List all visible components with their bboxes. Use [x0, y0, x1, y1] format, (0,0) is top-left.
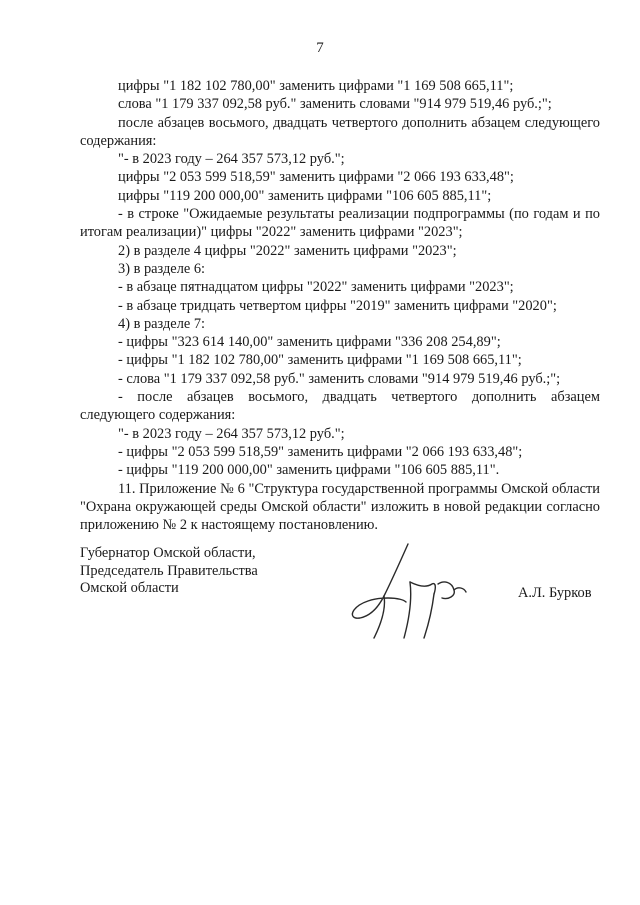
paragraph: - цифры "2 053 599 518,59" заменить цифрами "2 066 193 633,48"; [118, 443, 523, 460]
paragraph: "- в 2023 году – 264 357 573,12 руб."; [118, 151, 345, 168]
paragraph: - в строке "Ожидаемые результаты реализации подпрограммы (по годам и по итогам реализации)" цифры "2022" заменить цифрами "2023"; [80, 206, 600, 241]
paragraph: - в абзаце тридцать четвертом цифры "2019" заменить цифрами "2020"; [118, 297, 557, 314]
signatory-title-line: Омской области [80, 580, 179, 596]
paragraph: 3) в разделе 6: [118, 260, 206, 277]
paragraph: - цифры "119 200 000,00" заменить цифрами "106 605 885,11". [118, 462, 500, 479]
signatory-title-line: Председатель Правительства [80, 562, 258, 579]
paragraph: 11. Приложение № 6 "Структура государственной программы Омской области "Охрана окружающей среды Омской области" изложить в новой редакции согласно приложению № 2 к настоящему постановлению. [80, 480, 600, 534]
paragraph: - после абзацев восьмого, двадцать четвертого дополнить абзацем следующего содержания: [80, 389, 600, 424]
document-body [80, 77, 600, 534]
signatory-name: А.Л. Бурков [518, 585, 592, 601]
paragraph: цифры "119 200 000,00" заменить цифрами "106 605 885,11"; [118, 187, 492, 204]
handwritten-signature [340, 538, 480, 648]
paragraph: - цифры "323 614 140,00" заменить цифрами "336 208 254,89"; [118, 334, 501, 351]
page-number: 7 [316, 40, 324, 56]
signatory-title [80, 545, 258, 598]
paragraph: после абзацев восьмого, двадцать четвертого дополнить абзацем следующего содержания: [80, 114, 600, 149]
paragraph: 2) в разделе 4 цифры "2022" заменить цифрами "2023"; [118, 242, 457, 259]
paragraph: - в абзаце пятнадцатом цифры "2022" заменить цифрами "2023"; [118, 279, 514, 296]
paragraph: слова "1 179 337 092,58 руб." заменить словами "914 979 519,46 руб.;"; [118, 96, 552, 113]
paragraph: 4) в разделе 7: [118, 315, 206, 332]
signatory-title-line: Губернатор Омской области, [80, 545, 256, 561]
paragraph: - слова "1 179 337 092,58 руб." заменить словами "914 979 519,46 руб.;"; [118, 370, 561, 387]
paragraph: "- в 2023 году – 264 357 573,12 руб."; [118, 425, 345, 442]
paragraph: - цифры "1 182 102 780,00" заменить цифрами "1 169 508 665,11"; [118, 352, 522, 369]
paragraph: цифры "1 182 102 780,00" заменить цифрами "1 169 508 665,11"; [118, 78, 514, 94]
paragraph: цифры "2 053 599 518,59" заменить цифрами "2 066 193 633,48"; [118, 169, 514, 186]
